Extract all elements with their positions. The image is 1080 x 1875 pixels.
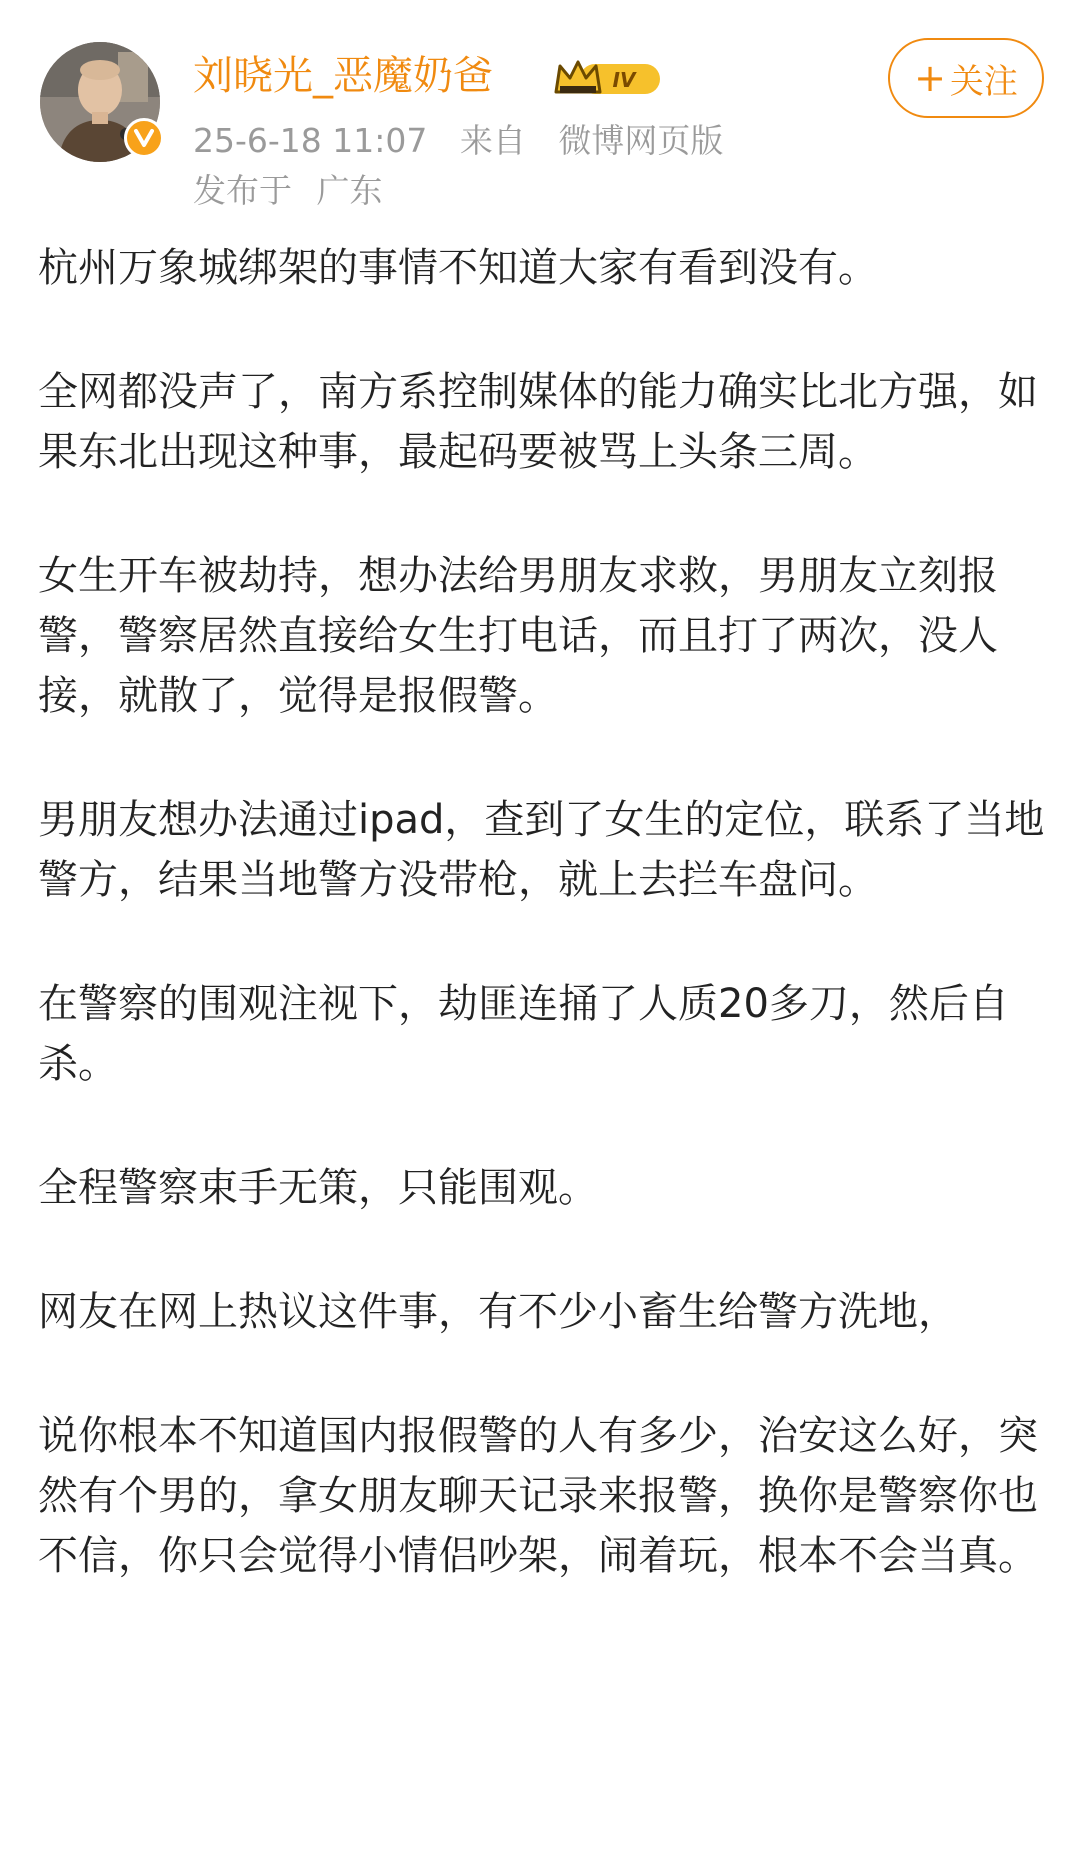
follow-label: 关注	[949, 61, 1018, 102]
post-paragraph: 在警察的围观注视下，劫匪连捅了人质20多刀，然后自杀。	[38, 981, 1009, 1087]
verified-v-icon	[124, 118, 164, 158]
source-prefix: 来自	[459, 121, 526, 160]
avatar[interactable]	[40, 42, 160, 162]
post-paragraph: 说你根本不知道国内报假警的人有多少，治安这么好，突然有个男的，拿女朋友聊天记录来报警，换你是警察你也不信，你只会觉得小情侣吵架，闹着玩，根本不会当真。	[38, 1413, 1038, 1579]
post-paragraph: 全网都没声了，南方系控制媒体的能力确实比北方强，如果东北出现这种事，最起码要被骂上头条三周。	[38, 369, 1038, 475]
post-paragraph: 男朋友想办法通过ipad，查到了女生的定位，联系了当地警方，结果当地警方没带枪，就上去拦车盘问。	[38, 797, 1045, 903]
post-paragraph: 杭州万象城绑架的事情不知道大家有看到没有。	[38, 245, 878, 291]
post-paragraph: 女生开车被劫持，想办法给男朋友求救，男朋友立刻报警，警察居然直接给女生打电话，而且打了两次，没人接，就散了，觉得是报假警。	[38, 553, 998, 719]
location-name: 广东	[316, 171, 383, 210]
post-paragraph: 全程警察束手无策，只能围观。	[38, 1165, 598, 1211]
post-body	[38, 238, 1048, 1650]
level-badge-text: IV	[612, 68, 636, 92]
author-name[interactable]: 刘晓光_恶魔奶爸	[193, 53, 493, 99]
follow-button[interactable]	[888, 38, 1044, 118]
post-location	[193, 168, 383, 214]
source-name: 微博网页版	[558, 121, 724, 160]
plus-icon: +	[914, 56, 946, 100]
post-header	[0, 0, 1080, 220]
post-date: 25-6-18 11:07	[193, 121, 428, 160]
post-paragraph: 网友在网上热议这件事，有不少小畜生给警方洗地，	[38, 1289, 958, 1335]
crown-level-badge-icon	[552, 56, 664, 100]
post-meta	[193, 118, 723, 164]
location-prefix: 发布于	[193, 171, 292, 210]
